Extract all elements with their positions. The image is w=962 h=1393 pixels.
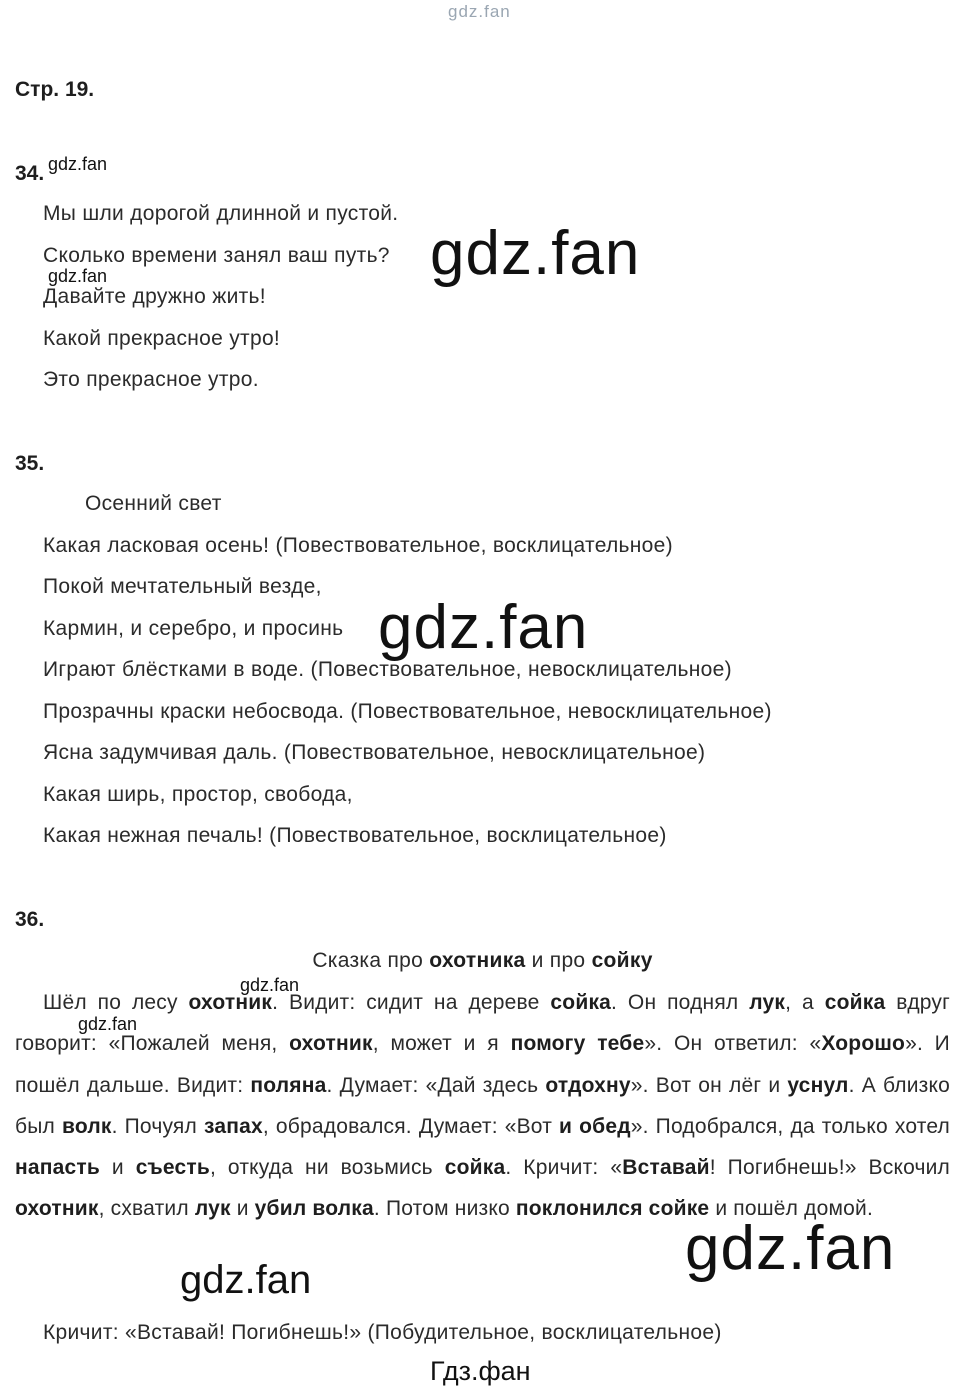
ex35-line-1: Какая ласковая осень! (Повествовательное, восклицательное)	[43, 534, 673, 557]
ex35-line-8: Какая нежная печаль! (Повествовательное, восклицательное)	[43, 824, 667, 847]
watermark-big: gdz.fan	[378, 593, 589, 662]
ex36-paragraph: Шёл по лесу охотник. Видит: сидит на дереве сойка. Он поднял лук, а сойка вдруг говорит: «Пожалей меня, охотник, может и я помогу тебе». Он ответил: «Хорошо». И пошёл дальше. Видит: поляна. Думает: «Дай здесь отдохну». Вот он лёг и уснул. А близко был волк. Почуял запах, обрадовался. Думает: «Вот и обед». Подобрался, да только хотел напасть и съесть, откуда ни возьмись сойка. Кричит: «Вставай! Погибнешь!» Вскочил охотник, схватил лук и убил волка. Потом низко поклонился сойке и пошёл домой.	[15, 991, 951, 1221]
watermark-big: gdz.fan	[430, 219, 641, 288]
watermark-top: gdz.fan	[448, 2, 511, 21]
ex35-title: Осенний свет	[85, 492, 222, 515]
exercise-36-number: 36.	[15, 908, 45, 931]
ex36-answer: Кричит: «Вставай! Погибнешь!» (Побудительное, восклицательное)	[43, 1321, 722, 1344]
watermark-mid: gdz.fan	[180, 1258, 312, 1302]
ex35-line-2: Покой мечтательный везде,	[43, 575, 322, 598]
exercise-34-number: 34.	[15, 162, 45, 185]
ex35-line-5: Прозрачны краски небосвода. (Повествовательное, невосклицательное)	[43, 700, 772, 723]
ex35-line-7: Какая ширь, простор, свобода,	[43, 783, 353, 806]
exercise-35-number: 35.	[15, 452, 45, 475]
footer-watermark: Гдз.фан	[430, 1356, 531, 1386]
ex34-line-3: Давайте дружно жить!	[43, 285, 266, 308]
watermark-small: gdz.fan	[48, 154, 108, 174]
ex35-line-3: Кармин, и серебро, и просинь	[43, 617, 344, 640]
watermark-big: gdz.fan	[685, 1214, 896, 1283]
ex36-title: Сказка про охотника и про сойку	[312, 949, 653, 972]
watermark-small: gdz.fan	[240, 975, 300, 995]
watermark-small: gdz.fan	[48, 266, 108, 286]
ex34-line-2: Сколько времени занял ваш путь?	[43, 244, 390, 267]
ex34-line-4: Какой прекрасное утро!	[43, 327, 281, 350]
ex35-line-4: Играют блёстками в воде. (Повествовательное, невосклицательное)	[43, 658, 732, 681]
ex35-line-6: Ясна задумчивая даль. (Повествовательное, невосклицательное)	[43, 741, 706, 764]
page-header: Стр. 19.	[15, 78, 95, 101]
watermark-small: gdz.fan	[78, 1014, 138, 1034]
ex34-line-1: Мы шли дорогой длинной и пустой.	[43, 202, 399, 225]
ex34-line-5: Это прекрасное утро.	[43, 368, 259, 391]
